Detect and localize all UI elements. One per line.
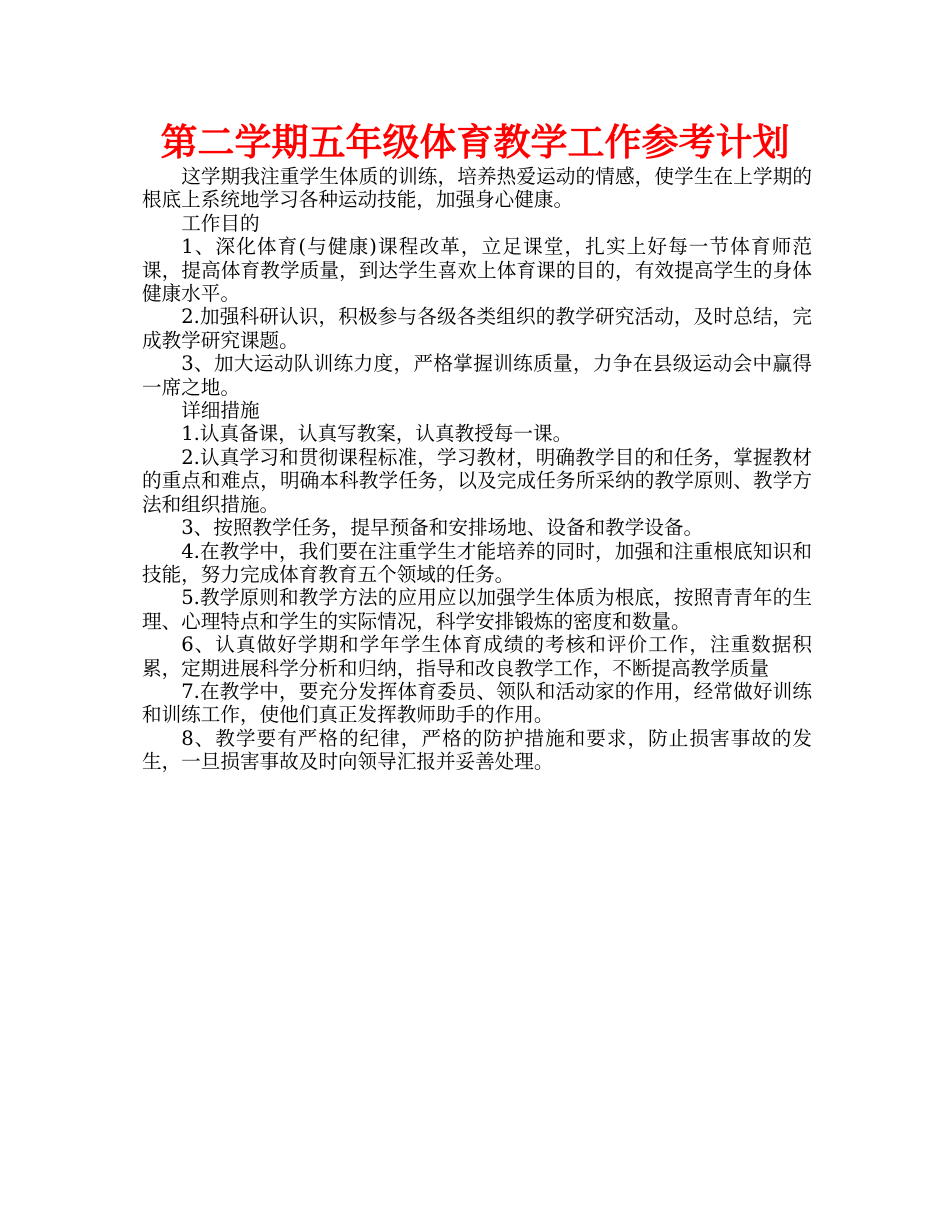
section-heading-goals: 工作目的 [181, 211, 260, 235]
document-title: 第二学期五年级体育教学工作参考计划 [160, 121, 790, 164]
goal-item-1: 1、深化体育(与健康)课程改革，立足课堂，扎实上好每一节体育师范课，提高体育教学质量，到达学生喜欢上体育课的目的，有效提高学生的身体健康水平。 [142, 235, 812, 306]
paragraph-intro: 这学期我注重学生体质的训练，培养热爱运动的情感，使学生在上学期的根底上系统地学习各种运动技能，加强身心健康。 [142, 165, 812, 212]
measure-item-4: 4.在教学中，我们要在注重学生才能培养的同时，加强和注重根底知识和技能，努力完成体育教育五个领域的任务。 [142, 539, 812, 586]
goal-item-2: 2.加强科研认识，积极参与各级各类组织的教学研究活动，及时总结，完成教学研究课题。 [142, 305, 812, 352]
document-body [142, 165, 812, 774]
measure-item-5: 5.教学原则和教学方法的应用应以加强学生体质为根底，按照青青年的生理、心理特点和学生的实际情况，科学安排锻炼的密度和数量。 [142, 586, 812, 633]
measure-item-3: 3、按照教学任务，提早预备和安排场地、设备和教学设备。 [181, 516, 704, 540]
measure-item-1: 1.认真备课，认真写教案，认真教授每一课。 [181, 422, 573, 446]
goal-item-3: 3、加大运动队训练力度，严格掌握训练质量，力争在县级运动会中赢得一席之地。 [142, 352, 812, 399]
measure-item-2: 2.认真学习和贯彻课程标准，学习教材，明确教学目的和任务，掌握教材的重点和难点，明确本科教学任务，以及完成任务所采纳的教学原则、教学方法和组织措施。 [142, 445, 812, 516]
measure-item-8: 8、教学要有严格的纪律，严格的防护措施和要求，防止损害事故的发生，一旦损害事故及时向领导汇报并妥善处理。 [142, 726, 812, 774]
measure-item-7: 7.在教学中，要充分发挥体育委员、领队和活动家的作用，经常做好训练和训练工作，使他们真正发挥教师助手的作用。 [142, 679, 812, 727]
section-heading-measures: 详细措施 [181, 399, 260, 423]
measure-item-6: 6、认真做好学期和学年学生体育成绩的考核和评价工作，注重数据积累，定期进展科学分析和归纳，指导和改良教学工作，不断提高教学质量 [142, 633, 812, 680]
